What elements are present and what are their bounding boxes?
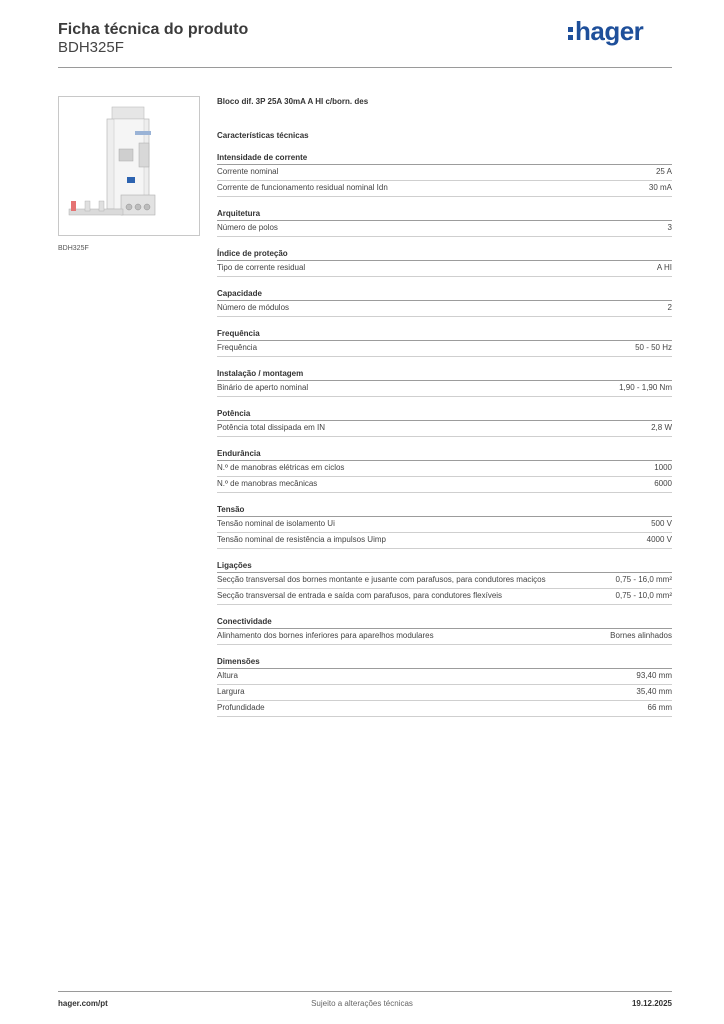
spec-value: 66 mm [647, 703, 672, 712]
spec-row [217, 685, 672, 701]
section-title: Ligações [217, 559, 672, 573]
footer-date: 19.12.2025 [631, 999, 672, 1008]
spec-section [217, 367, 672, 397]
spec-label: Tipo de corrente residual [217, 263, 306, 272]
product-code: BDH325F [58, 39, 124, 56]
spec-value: 25 A [655, 167, 672, 176]
spec-label: Altura [217, 671, 238, 680]
section-title: Intensidade de corrente [217, 151, 672, 165]
footer-divider [58, 991, 672, 992]
spec-row [217, 629, 672, 645]
spec-label: Potência total dissipada em IN [217, 423, 326, 432]
hager-logo [568, 16, 643, 46]
section-gap [217, 549, 672, 559]
section-gap [217, 277, 672, 287]
spec-label: Corrente de funcionamento residual nominal Idn [217, 183, 388, 192]
section-title: Endurância [217, 447, 672, 461]
spec-row [217, 421, 672, 437]
spec-value: 500 V [651, 519, 672, 528]
section-gap [217, 397, 672, 407]
spec-row [217, 517, 672, 533]
spec-row [217, 341, 672, 357]
spec-value: 35,40 mm [636, 687, 672, 696]
spec-row [217, 669, 672, 685]
spec-row [217, 461, 672, 477]
spec-value: 1,90 - 1,90 Nm [619, 383, 672, 392]
spec-row [217, 701, 672, 717]
spec-label: Largura [217, 687, 245, 696]
spec-label: Tensão nominal de resistência a impulsos Uimp [217, 535, 386, 544]
section-gap [217, 605, 672, 615]
spec-row [217, 221, 672, 237]
spec-value: 1000 [654, 463, 672, 472]
section-title: Potência [217, 407, 672, 421]
spec-label: Secção transversal de entrada e saída com parafusos, para condutores flexíveis [217, 591, 503, 600]
section-gap [217, 493, 672, 503]
spec-label: Alinhamento dos bornes inferiores para aparelhos modulares [217, 631, 434, 640]
spec-label: Tensão nominal de isolamento Ui [217, 519, 335, 528]
spec-label: N.º de manobras elétricas em ciclos [217, 463, 345, 472]
spec-row [217, 533, 672, 549]
footer-website: hager.com/pt [58, 999, 108, 1008]
spec-row [217, 181, 672, 197]
spec-row [217, 381, 672, 397]
spec-value: 93,40 mm [636, 671, 672, 680]
section-gap [217, 237, 672, 247]
spec-sections [217, 151, 672, 717]
spec-value: 3 [667, 223, 672, 232]
logo-text: hager [575, 16, 644, 46]
spec-value: 0,75 - 16,0 mm² [615, 575, 672, 584]
spec-value: 0,75 - 10,0 mm² [615, 591, 672, 600]
header-divider [58, 67, 672, 68]
spec-value: 4000 V [646, 535, 672, 544]
spec-value: 50 - 50 Hz [635, 343, 672, 352]
product-image-caption: BDH325F [58, 245, 89, 252]
spec-label: N.º de manobras mecânicas [217, 479, 318, 488]
section-gap [217, 317, 672, 327]
spec-row [217, 301, 672, 317]
spec-row [217, 573, 672, 589]
spec-section [217, 559, 672, 605]
spec-label: Número de polos [217, 223, 278, 232]
section-title: Instalação / montagem [217, 367, 672, 381]
section-gap [217, 197, 672, 207]
characteristics-title: Características técnicas [217, 131, 309, 140]
spec-row [217, 261, 672, 277]
spec-section [217, 247, 672, 277]
spec-value: A HI [656, 263, 672, 272]
section-title: Dimensões [217, 655, 672, 669]
product-image [58, 96, 200, 236]
product-illustration-icon [59, 97, 199, 235]
spec-section [217, 151, 672, 197]
spec-label: Secção transversal dos bornes montante e jusante com parafusos, para condutores maciços [217, 575, 546, 584]
spec-value: Bornes alinhados [610, 631, 672, 640]
spec-value: 30 mA [648, 183, 672, 192]
spec-section [217, 615, 672, 645]
section-gap [217, 437, 672, 447]
footer-notice: Sujeito a alterações técnicas [311, 999, 413, 1008]
logo-dots-icon [568, 27, 573, 40]
spec-label: Binário de aperto nominal [217, 383, 309, 392]
section-title: Índice de proteção [217, 247, 672, 261]
spec-value: 6000 [654, 479, 672, 488]
section-gap [217, 357, 672, 367]
spec-section [217, 447, 672, 493]
spec-label: Número de módulos [217, 303, 290, 312]
section-gap [217, 645, 672, 655]
spec-label: Corrente nominal [217, 167, 279, 176]
spec-row [217, 477, 672, 493]
product-name: Bloco dif. 3P 25A 30mA A HI c/born. des [217, 97, 369, 106]
spec-label: Profundidade [217, 703, 265, 712]
spec-section [217, 287, 672, 317]
spec-row [217, 165, 672, 181]
spec-section [217, 655, 672, 717]
section-title: Capacidade [217, 287, 672, 301]
section-title: Frequência [217, 327, 672, 341]
page-title: Ficha técnica do produto [58, 21, 249, 38]
spec-value: 2 [667, 303, 672, 312]
spec-section [217, 327, 672, 357]
spec-section [217, 503, 672, 549]
section-title: Arquitetura [217, 207, 672, 221]
spec-section [217, 407, 672, 437]
section-title: Conectividade [217, 615, 672, 629]
spec-section [217, 207, 672, 237]
section-title: Tensão [217, 503, 672, 517]
spec-row [217, 589, 672, 605]
spec-label: Frequência [217, 343, 258, 352]
spec-value: 2,8 W [651, 423, 672, 432]
spec-content [217, 96, 672, 717]
